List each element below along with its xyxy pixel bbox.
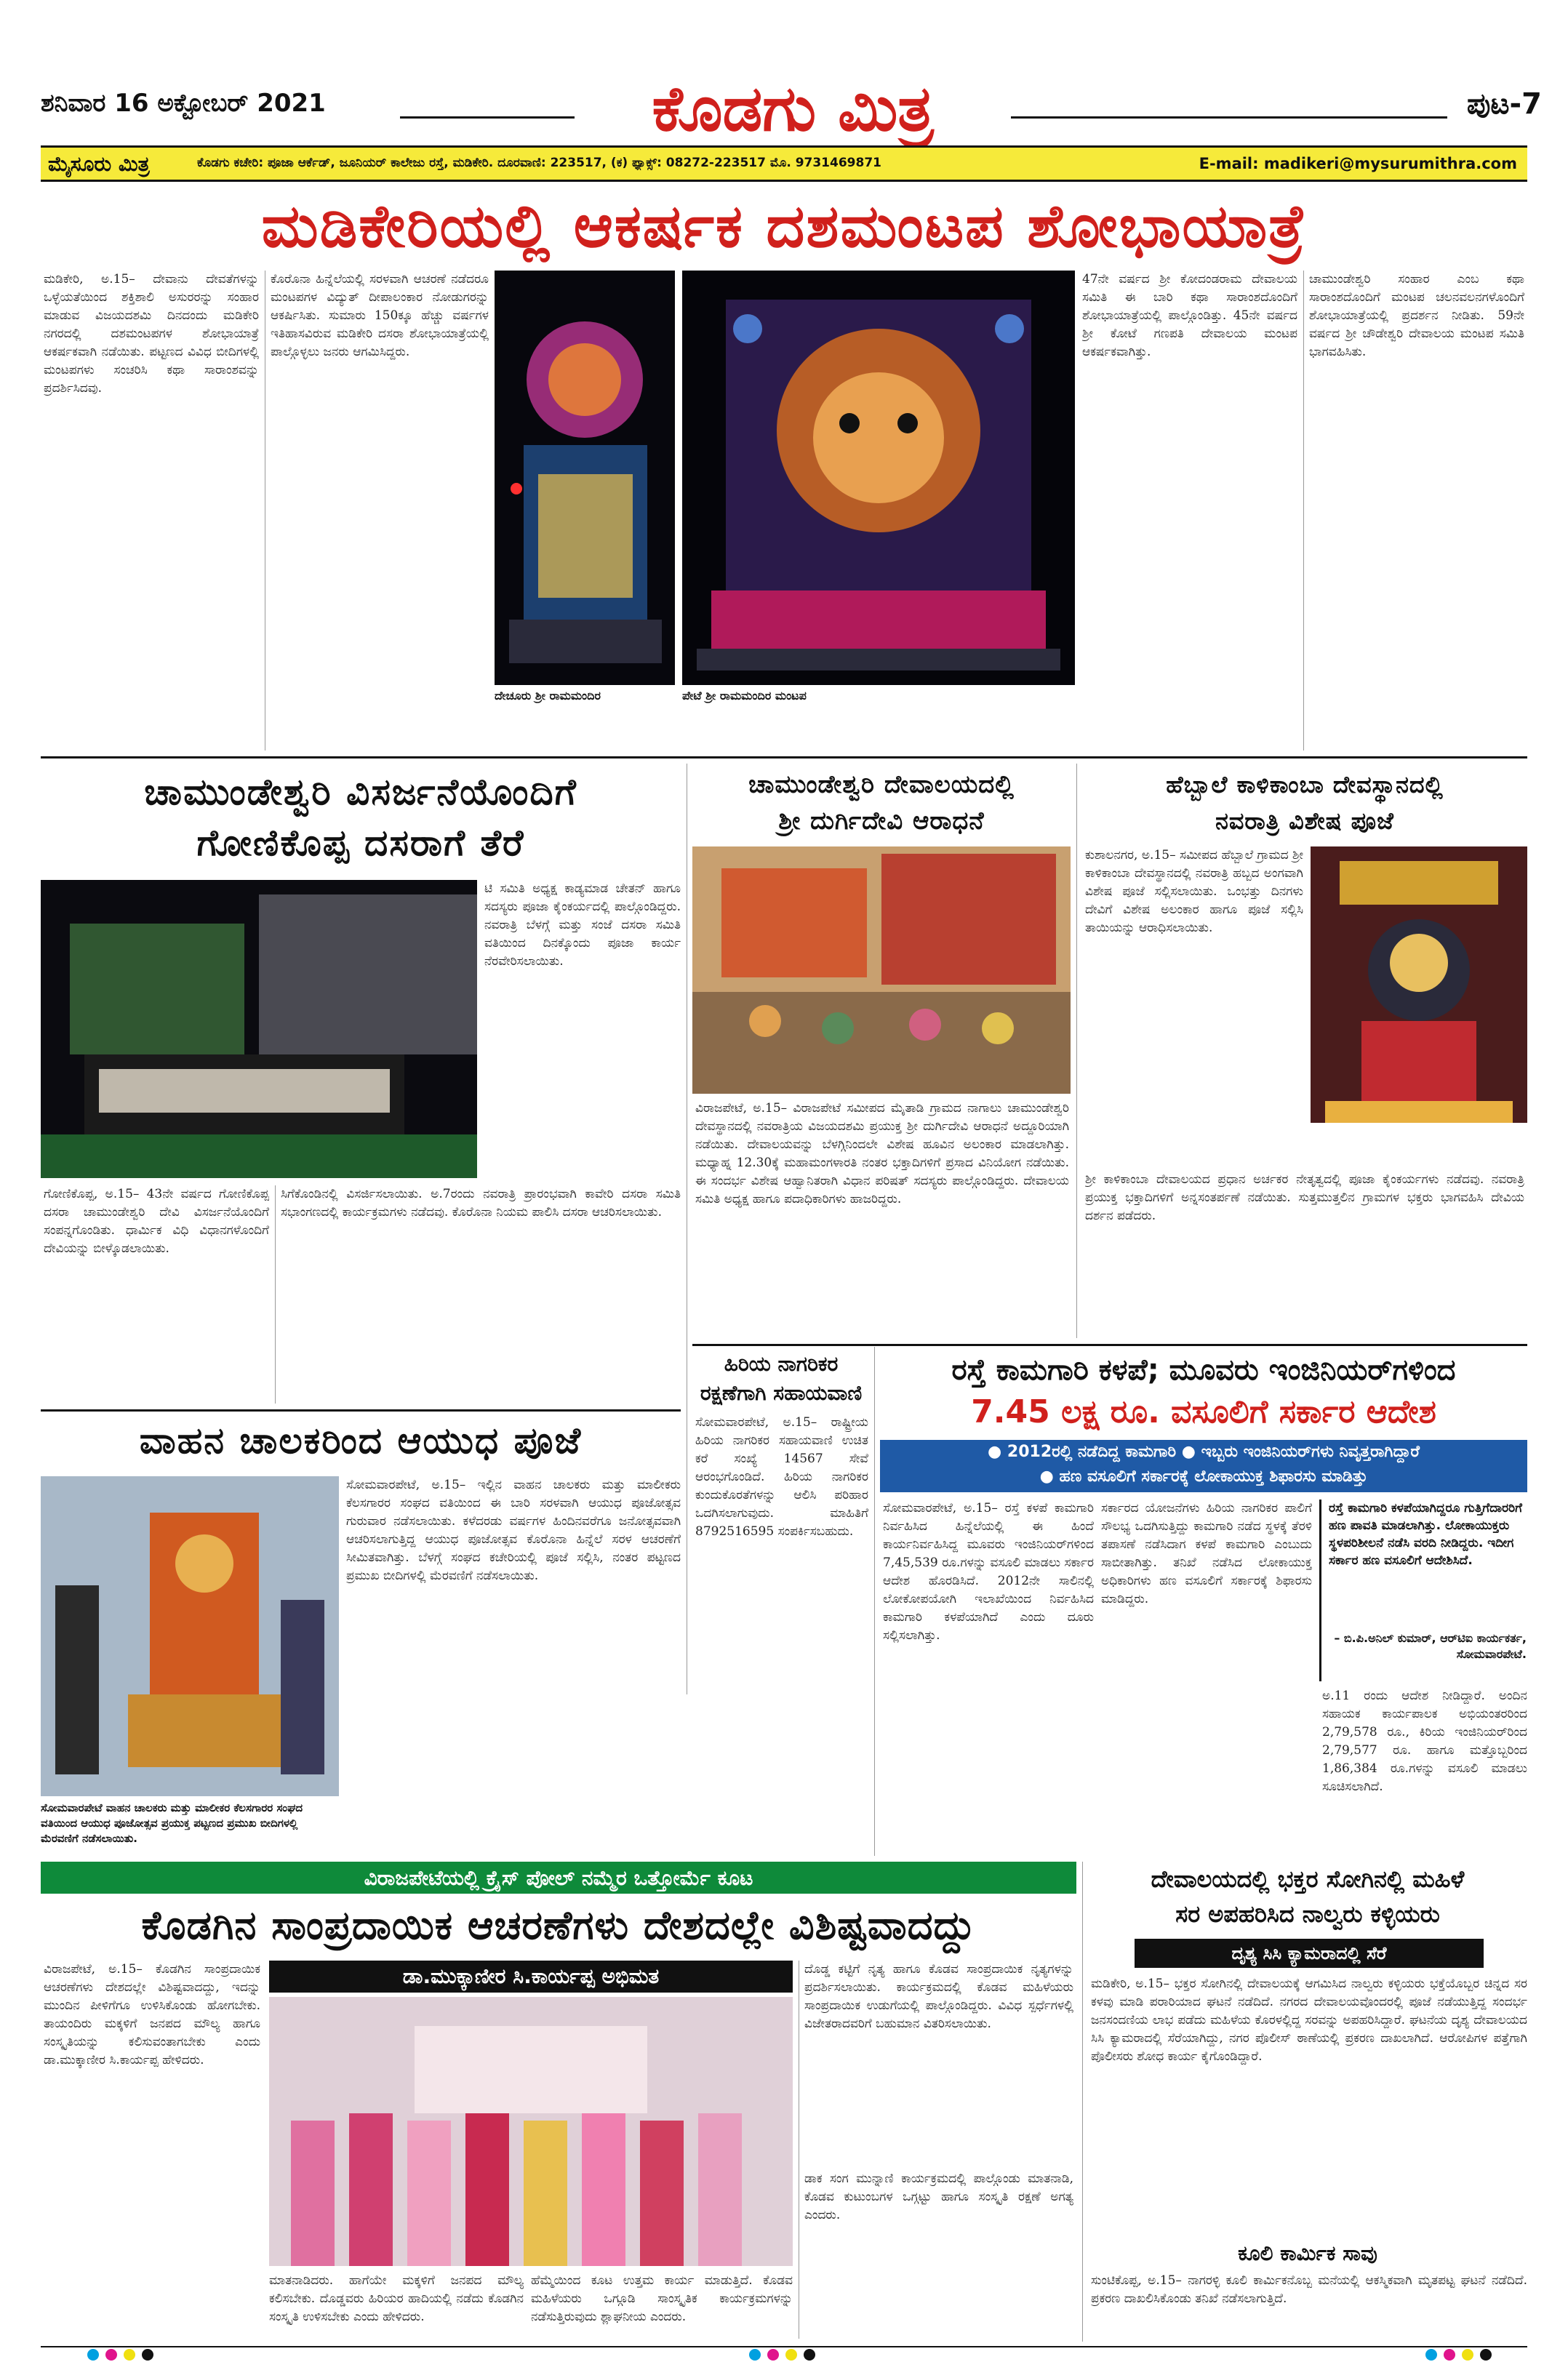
gonikoppa-side: ಟಿ ಸಮಿತಿ ಅಧ್ಯಕ್ಷ ಕಾಡ್ಯಮಾಡ ಚೇತನ್ ಹಾಗೂ ಸದಸ್ಯರು ಪೂಜಾ ಕೈಂಕರ್ಯದಲ್ಲಿ ಪಾಲ್ಗೊಂಡಿದ್ದರು. ನವರಾತ್ರಿ ಬೆಳಗ್ಗೆ ಮತ್ತು ಸಂಜೆ ದಸರಾ ಸಮಿತಿ ವತಿಯಿಂದ ದಿನಕ್ಕೊಂದು ಪೂಜಾ ಕಾರ್ಯ ನೆರವೇರಿಸಲಾಯಿತು.: [484, 881, 681, 969]
masthead-rule-left: [400, 116, 575, 119]
registration-dot: [1444, 2349, 1455, 2361]
road-bullet-2: ● ಹಣ ವಸೂಲಿಗೆ ಸರ್ಕಾರಕ್ಕೆ ಲೋಕಾಯುಕ್ತ ಶಿಫಾರಸು ಮಾಡಿತ್ತು: [1039, 1468, 1368, 1486]
helpline-text: ಸೋಮವಾರಪೇಟೆ, ಅ.15– ರಾಷ್ಟ್ರೀಯ ಹಿರಿಯ ನಾಗರಿಕರ ಸಹಾಯವಾಣಿ ಉಚಿತ ಕರೆ ಸಂಖ್ಯೆ 14567 ಸೇವೆ ಆರಂಭಗೊಂಡಿದೆ. ಹಿರಿಯ ನಾಗರಿಕರ ಕುಂದುಕೊರತೆಗಳನ್ನು ಆಲಿಸಿ ಪರಿಹಾರ ಒದಗಿಸಲಾಗುವುದು. ಮಾಹಿತಿಗೆ 8792516595 ಸಂಪರ್ಕಿಸಬಹುದು.: [695, 1415, 868, 1539]
publisher-strip: [41, 145, 1527, 182]
mantapa-illustration-small: [495, 271, 675, 685]
gonikoppa-text-2: ಸಿಗೆಕೊಂಡಿನಲ್ಲಿ ವಿಸರ್ಜಿಸಲಾಯಿತು. ಅ.7ರಂದು ನವರಾತ್ರಿ ಪ್ರಾರಂಭವಾಗಿ ಕಾವೇರಿ ದಸರಾ ಸಮಿತಿ ಸಭಾಂಗಣದಲ್ಲಿ ಕಾರ್ಯಕ್ರಮಗಳು ನಡೆದವು. ಕೊರೊನಾ ನಿಯಮ ಪಾಲಿಸಿ ದಸರಾ ಆಚರಿಸಲಾಯಿತು.: [281, 1187, 681, 1220]
col-rule: [1303, 271, 1304, 750]
registration-dot: [1425, 2349, 1437, 2361]
lead-caption-big: ಪೇಟೆ ಶ್ರೀ ರಾಮಮಂದಿರ ಮಂಟಪ: [682, 689, 807, 702]
kalikamba-headline-2: ನವರಾತ್ರಿ ವಿಶೇಷ ಪೂಜೆ: [1215, 807, 1394, 835]
lead-caption-small: ದೇಚೂರು ಶ್ರೀ ರಾಮಮಂದಿರ: [495, 689, 601, 702]
registration-dot: [1462, 2349, 1473, 2361]
theft-headline-2: ಸರ ಅಪಹರಿಸಿದ ನಾಲ್ವರು ಕಳ್ಳಿಯರು: [1175, 1900, 1440, 1928]
goddess-idol-illustration: [1311, 846, 1527, 1123]
registration-dot: [105, 2349, 117, 2361]
helpline-headline-1: ಹಿರಿಯ ನಾಗರಿಕರ: [724, 1352, 839, 1376]
gonikoppa-headline-1: ಚಾಮುಂಡೇಶ್ವರಿ ವಿಸರ್ಜನೆಯೊಂದಿಗೆ: [144, 771, 577, 813]
virajpet-text-5: ಡಾಕ ಸಂಗ ಮುನ್ನಾಣಿ ಕಾರ್ಯಕ್ರಮದಲ್ಲಿ ಪಾಲ್ಗೊಂಡು ಮಾತನಾಡಿ, ಕೊಡವ ಕುಟುಂಬಗಳ ಒಗ್ಗಟ್ಟು ಹಾಗೂ ಸಂಸ್ಕೃತಿ ರಕ್ಷಣೆ ಅಗತ್ಯ ಎಂದರು.: [804, 2171, 1073, 2222]
vehicle-photo: [41, 1476, 339, 1796]
durgi-photo: [692, 846, 1071, 1094]
theft-sub2: ಕೂಲಿ ಕಾರ್ಮಿಕ ಸಾವು: [1238, 2241, 1377, 2265]
lead-col1: ಮಡಿಕೇರಿ, ಅ.15– ದೇವಾನು ದೇವತೆಗಳನ್ನು ಒಳ್ಳೆಯತೆಯಿಂದ ಶಕ್ತಿಶಾಲಿ ಅಸುರರನ್ನು ಸಂಹಾರ ಮಾಡುವ ವಿಜಯದಶಮಿ ದಿನದಂದು ಮಡಿಕೇರಿ ನಗರದಲ್ಲಿ ದಶಮಂಟಪಗಳ ಶೋಭಾಯಾತ್ರೆ ಆಕರ್ಷಕವಾಗಿ ನಡೆಯಿತು. ಪಟ್ಟಣದ ವಿವಿಧ ಬೀದಿಗಳಲ್ಲಿ ಮಂಟಪಗಳು ಸಂಚರಿಸಿ ಕಥಾ ಸಾರಾಂಶವನ್ನು ಪ್ರದರ್ಶಿಸಿದವು.: [44, 272, 259, 396]
registration-dot: [87, 2349, 99, 2361]
road-quote: ರಸ್ತೆ ಕಾಮಗಾರಿ ಕಳಪೆಯಾಗಿದ್ದರೂ ಗುತ್ತಿಗೆದಾರರಿಗೆ ಹಣ ಪಾವತಿ ಮಾಡಲಾಗಿತ್ತು. ಲೋಕಾಯುಕ್ತರು ಸ್ಥಳಪರಿಶೀಲನೆ ನಡೆಸಿ ವರದಿ ನೀಡಿದ್ದರು. ಇದೀಗ ಸರ್ಕಾರ ಹಣ ವಸೂಲಿಗೆ ಆದೇಶಿಸಿದೆ.: [1329, 1501, 1522, 1568]
registration-dot: [124, 2349, 135, 2361]
road-text-2: ಸರ್ಕಾರದ ಯೋಜನೆಗಳು ಹಿರಿಯ ನಾಗರಿಕರ ಪಾಲಿಗೆ ಸೌಲಭ್ಯ ಒದಗಿಸುತ್ತಿದ್ದು ಕಾಮಗಾರಿ ನಡೆದ ಸ್ಥಳಕ್ಕೆ ತೆರಳಿ ತಪಾಸಣೆ ನಡೆಸಿದಾಗ ಕಳಪೆ ಕಾಮಗಾರಿ ಎಂಬುದು ಸಾಬೀತಾಗಿತ್ತು. ತನಿಖೆ ನಡೆಸಿದ ಲೋಕಾಯುಕ್ತ ಅಧಿಕಾರಿಗಳು ಹಣ ವಸೂಲಿಗೆ ಸರ್ಕಾರಕ್ಕೆ ಶಿಫಾರಸು ಮಾಡಿದ್ದರು.: [1101, 1501, 1312, 1606]
virajpet-kicker-bar: [41, 1862, 1076, 1894]
masthead-date: ಶನಿವಾರ 16 ಅಕ್ಟೋಬರ್ 2021: [41, 89, 326, 118]
road-text-1: ಸೋಮವಾರಪೇಟೆ, ಅ.15– ರಸ್ತೆ ಕಳಪೆ ಕಾಮಗಾರಿ ನಿರ್ವಹಿಸಿದ ಹಿನ್ನೆಲೆಯಲ್ಲಿ ಈ ಹಿಂದೆ ಕಾರ್ಯನಿರ್ವಹಿಸಿದ್ದ ಮೂವರು ಇಂಜಿನಿಯರ್‌ಗಳಿಂದ 7,45,539 ರೂ.ಗಳನ್ನು ವಸೂಲಿ ಮಾಡಲು ಸರ್ಕಾರ ಆದೇಶ ಹೊರಡಿಸಿದೆ. 2012ನೇ ಸಾಲಿನಲ್ಲಿ ಲೋಕೋಪಯೋಗಿ ಇಲಾಖೆಯಿಂದ ನಿರ್ವಹಿಸಿದ ಕಾಮಗಾರಿ ಕಳಪೆಯಾಗಿದೆ ಎಂದು ದೂರು ಸಲ್ಲಿಸಲಾಗಿತ್ತು.: [883, 1501, 1094, 1643]
women-group-illustration: [269, 1997, 793, 2266]
virajpet-text-1: ವಿರಾಜಪೇಟೆ, ಅ.15– ಕೊಡಗಿನ ಸಾಂಪ್ರದಾಯಿಕ ಆಚರಣೆಗಳು ದೇಶದಲ್ಲೇ ವಿಶಿಷ್ಟವಾದದ್ದು, ಇದನ್ನು ಮುಂದಿನ ಪೀಳಿಗೆಗೂ ಉಳಿಸಿಕೊಂಡು ಹೋಗಬೇಕು. ತಾಯಂದಿರು ಮಕ್ಕಳಿಗೆ ಜನಪದ ಮೌಲ್ಯ ಹಾಗೂ ಸಂಸ್ಕೃತಿಯನ್ನು ಕಲಿಸುವಂತಾಗಬೇಕು ಎಂದು ಡಾ.ಮುಕ್ಕಾಣೀರ ಸಿ.ಕಾರ್ಯಪ್ಪ ಹೇಳಿದರು.: [44, 1962, 260, 2067]
virajpet-photo: [269, 1997, 793, 2266]
col-rule: [275, 1185, 276, 1404]
kalikamba-text-2: ಶ್ರೀ ಕಾಳಿಕಾಂಬಾ ದೇವಾಲಯದ ಪ್ರಧಾನ ಅರ್ಚಕರ ನೇತೃತ್ವದಲ್ಲಿ ಪೂಜಾ ಕೈಂಕರ್ಯಗಳು ನಡೆದವು. ನವರಾತ್ರಿ ಪ್ರಯುಕ್ತ ಭಕ್ತಾದಿಗಳಿಗೆ ಅನ್ನಸಂತರ್ಪಣೆ ನಡೆಯಿತು. ಸುತ್ತಮುತ್ತಲಿನ ಗ್ರಾಮಗಳ ಭಕ್ತರು ಭಾಗವಹಿಸಿ ದೇವಿಯ ದರ್ಶನ ಪಡೆದರು.: [1085, 1172, 1524, 1223]
registration-dot: [804, 2349, 815, 2361]
virajpet-headline: ಕೊಡಗಿನ ಸಾಂಪ್ರದಾಯಿಕ ಆಚರಣೆಗಳು ದೇಶದಲ್ಲೇ ವಿಶಿಷ್ಟವಾದದ್ದು: [141, 1902, 976, 1948]
gonikoppa-headline-2: ಗೋಣಿಕೊಪ್ಪ ದಸರಾಗೆ ತೆರೆ: [196, 822, 525, 864]
publisher-email: E-mail: madikeri@mysurumithra.com: [1199, 155, 1517, 172]
lead-col6: ಚಾಮುಂಡೇಶ್ವರಿ ಸಂಹಾರ ಎಂಬ ಕಥಾ ಸಾರಾಂಶದೊಂದಿಗೆ ಮಂಟಪ ಚಲನವಲನಗಳೊಂದಿಗೆ ಶೋಭಾಯಾತ್ರೆಯಲ್ಲಿ ಪ್ರದರ್ಶನ ನೀಡಿತು. 59ನೇ ವರ್ಷದ ಶ್ರೀ ಚೌಡೇಶ್ವರಿ ದೇವಾಲಯ ಮಂಟಪ ಸಮಿತಿ ಭಾಗವಹಿಸಿತು.: [1309, 272, 1524, 359]
registration-dot: [142, 2349, 153, 2361]
vehicle-caption: ಸೋಮವಾರಪೇಟೆ ವಾಹನ ಚಾಲಕರು ಮತ್ತು ಮಾಲೀಕರ ಕೆಲಸಗಾರರ ಸಂಘದ ವತಿಯಿಂದ ಆಯುಧ ಪೂಜೋತ್ಸವ ಪ್ರಯುಕ್ತ ಪಟ್ಟಣದ ಪ್ರಮುಖ ಬೀದಿಗಳಲ್ಲಿ ಮೆರವಣಿಗೆ ನಡೆಸಲಾಯಿತು.: [41, 1801, 303, 1845]
registration-dot: [785, 2349, 797, 2361]
gonikoppa-mantapa-illustration: [41, 880, 477, 1178]
registration-dot: [1480, 2349, 1492, 2361]
theft-headline-1: ದೇವಾಲಯದಲ್ಲಿ ಭಕ್ತರ ಸೋಗಿನಲ್ಲಿ ಮಹಿಳೆ: [1151, 1865, 1465, 1893]
theft-text-2: ಸುಂಟಿಕೊಪ್ಪ, ಅ.15– ನಾಗರಳ್ಳಿ ಕೂಲಿ ಕಾರ್ಮಿಕನೊಬ್ಬ ಮನೆಯಲ್ಲಿ ಆಕಸ್ಮಿಕವಾಗಿ ಮೃತಪಟ್ಟ ಘಟನೆ ನಡೆದಿದೆ. ಪ್ರಕರಣ ದಾಖಲಿಸಿಕೊಂಡು ತನಿಖೆ ನಡೆಸಲಾಗುತ್ತಿದೆ.: [1091, 2273, 1527, 2306]
masthead-title: ಕೊಡಗು ಮಿತ್ರ: [652, 73, 934, 145]
lead-photo-small: [495, 271, 675, 685]
masthead-rule-right: [1011, 116, 1447, 119]
kalikamba-photo: [1311, 846, 1527, 1123]
gonikoppa-photo: [41, 880, 477, 1178]
lead-headline: ಮಡಿಕೇರಿಯಲ್ಲಿ ಆಕರ್ಷಕ ದಶಮಂಟಪ ಶೋಭಾಯಾತ್ರೆ: [261, 192, 1307, 261]
road-text-3: ಅ.11 ರಂದು ಆದೇಶ ನೀಡಿದ್ದಾರೆ. ಅಂದಿನ ಸಹಾಯಕ ಕಾರ್ಯಪಾಲಕ ಅಭಿಯಂತರರಿಂದ 2,79,578 ರೂ., ಕಿರಿಯ ಇಂಜಿನಿಯರ್‌ರಿಂದ 2,79,577 ರೂ. ಹಾಗೂ ಮತ್ತೊಬ್ಬರಿಂದ 1,86,384 ರೂ.ಗಳನ್ನು ವಸೂಲಿ ಮಾಡಲು ಸೂಚಿಸಲಾಗಿದೆ.: [1322, 1689, 1527, 1794]
virajpet-kicker: ವಿರಾಜಪೇಟೆಯಲ್ಲಿ ಕ್ರೈಸ್ ಪೋಲ್ ನಮ್ಮೆರ ಒತ್ತೋರ್ಮೆ ಕೂಟ: [364, 1866, 753, 1890]
helpline-divider: [692, 1344, 1527, 1346]
theft-text: ಮಡಿಕೇರಿ, ಅ.15– ಭಕ್ತರ ಸೋಗಿನಲ್ಲಿ ದೇವಾಲಯಕ್ಕೆ ಆಗಮಿಸಿದ ನಾಲ್ವರು ಕಳ್ಳಿಯರು ಭಕ್ತೆಯೊಬ್ಬರ ಚಿನ್ನದ ಸರ ಕಳವು ಮಾಡಿ ಪರಾರಿಯಾದ ಘಟನೆ ನಡೆದಿದೆ. ನಗರದ ದೇವಾಲಯವೊಂದರಲ್ಲಿ ಪೂಜೆ ನಡೆಯುತ್ತಿದ್ದ ಸಂದರ್ಭ ಜನಸಂದಣಿಯ ಲಾಭ ಪಡೆದು ಮಹಿಳೆಯ ಕೊರಳಲ್ಲಿದ್ದ ಸರವನ್ನು ಅಪಹರಿಸಿದ್ದಾರೆ. ಘಟನೆಯ ದೃಶ್ಯ ದೇವಾಲಯದ ಸಿಸಿ ಕ್ಯಾಮರಾದಲ್ಲಿ ಸೆರೆಯಾಗಿದ್ದು, ನಗರ ಪೊಲೀಸ್ ಠಾಣೆಯಲ್ಲಿ ಪ್ರಕರಣ ದಾಖಲಾಗಿದೆ. ಆರೋಪಿಗಳ ಪತ್ತೆಗಾಗಿ ಪೊಲೀಸರು ಶೋಧ ಕಾರ್ಯ ಕೈಗೊಂಡಿದ್ದಾರೆ.: [1091, 1977, 1527, 2064]
helpline-headline-2: ರಕ್ಷಣೆಗಾಗಿ ಸಹಾಯವಾಣಿ: [700, 1381, 863, 1405]
temple-gathering-illustration: [692, 846, 1071, 1094]
virajpet-text-3: ಮಾತನಾಡಿದರು. ಹಾಗೆಯೇ ಮಕ್ಕಳಿಗೆ ಜನಪದ ಮೌಲ್ಯ ಕಲಿಸಬೇಕು. ದೊಡ್ಡವರು ಹಿರಿಯರ ಹಾದಿಯಲ್ಲಿ ನಡೆದು ಕೊಡಗಿನ ಸಂಸ್ಕೃತಿ ಉಳಿಸಬೇಕು ಎಂದು ಹೇಳಿದರು.: [269, 2273, 524, 2324]
virajpet-text-2: ದೊಡ್ಡ ಕಟ್ಟಿಗೆ ನೃತ್ಯ ಹಾಗೂ ಕೊಡವ ಸಾಂಪ್ರದಾಯಿಕ ನೃತ್ಯಗಳನ್ನು ಪ್ರದರ್ಶಿಸಲಾಯಿತು. ಕಾರ್ಯಕ್ರಮದಲ್ಲಿ ಕೊಡವ ಮಹಿಳೆಯರು ಸಾಂಪ್ರದಾಯಿಕ ಉಡುಗೆಯಲ್ಲಿ ಪಾಲ್ಗೊಂಡಿದ್ದರು. ವಿವಿಧ ಸ್ಪರ್ಧೆಗಳಲ್ಲಿ ವಿಜೇತರಾದವರಿಗೆ ಬಹುಮಾನ ವಿತರಿಸಲಾಯಿತು.: [804, 1962, 1073, 2031]
durgi-text: ವಿರಾಜಪೇಟೆ, ಅ.15– ವಿರಾಜಪೇಟೆ ಸಮೀಪದ ಮೈತಾಡಿ ಗ್ರಾಮದ ನಾಗಾಲು ಚಾಮುಂಡೇಶ್ವರಿ ದೇವಸ್ಥಾನದಲ್ಲಿ ನವರಾತ್ರಿಯ ವಿಜಯದಶಮಿ ಪ್ರಯುಕ್ತ ಶ್ರೀ ದುರ್ಗಿದೇವಿ ಆರಾಧನೆ ಅದ್ದೂರಿಯಾಗಿ ನಡೆಯಿತು. ದೇವಾಲಯವನ್ನು ಬೆಳಗ್ಗಿನಿಂದಲೇ ವಿಶೇಷ ಹೂವಿನ ಅಲಂಕಾರ ಮಾಡಲಾಗಿತ್ತು. ಮಧ್ಯಾಹ್ನ 12.30ಕ್ಕೆ ಮಹಾಮಂಗಳಾರತಿ ನಂತರ ಭಕ್ತಾದಿಗಳಿಗೆ ಪ್ರಸಾದ ವಿನಿಯೋಗ ನಡೆಯಿತು. ಈ ಸಂದರ್ಭ ವಿಶೇಷ ಆಹ್ವಾನಿತರಾಗಿ ವಿಧಾನ ಪರಿಷತ್ ಸದಸ್ಯರು ಪಾಲ್ಗೊಂಡಿದ್ದರು. ದೇವಾಲಯ ಸಮಿತಿ ಅಧ್ಯಕ್ಷ ಹಾಗೂ ಪದಾಧಿಕಾರಿಗಳು ಹಾಜರಿದ್ದರು.: [695, 1101, 1069, 1206]
road-headline-2: 7.45 ಲಕ್ಷ ರೂ. ವಸೂಲಿಗೆ ಸರ್ಕಾರ ಆದೇಶ: [971, 1393, 1436, 1430]
publisher-name: ಮೈಸೂರು ಮಿತ್ರ: [48, 152, 150, 176]
publisher-address: ಕೊಡಗು ಕಚೇರಿ: ಪೂಜಾ ಆರ್ಕೆಡ್, ಜೂನಿಯರ್ ಕಾಲೇಜು ರಸ್ತೆ, ಮಡಿಕೇರಿ. ದೂರವಾಣಿ: 223517, (ಕ) ಫ್ಯಾಕ್ಸ್: 08272-223517 ಮೊ. 9731469871: [197, 156, 881, 170]
section-divider: [41, 756, 1527, 758]
road-quote-box: [1319, 1500, 1527, 1681]
road-bullet-1: ● 2012ರಲ್ಲಿ ನಡೆದಿದ್ದ ಕಾಮಗಾರಿ ● ಇಬ್ಬರು ಇಂಜಿನಿಯರ್‌ಗಳು ನಿವೃತ್ತರಾಗಿದ್ದಾರೆ: [988, 1443, 1420, 1461]
gonikoppa-text-1: ಗೋಣಿಕೊಪ್ಪ, ಅ.15– 43ನೇ ವರ್ಷದ ಗೋಣಿಕೊಪ್ಪ ದಸರಾ ಚಾಮುಂಡೇಶ್ವರಿ ದೇವಿ ವಿಸರ್ಜನೆಯೊಂದಿಗೆ ಸಂಪನ್ನಗೊಂಡಿತು. ಧಾರ್ಮಿಕ ವಿಧಿ ವಿಧಾನಗಳೊಂದಿಗೆ ದೇವಿಯನ್ನು ಬೀಳ್ಕೊಡಲಾಯಿತು.: [44, 1187, 269, 1256]
virajpet-subhead: ಡಾ.ಮುಕ್ಕಾಣೀರ ಸಿ.ಕಾರ್ಯಪ್ಪ ಅಭಿಮತ: [269, 1961, 793, 1993]
road-bullet-box: [880, 1440, 1527, 1492]
road-headline-1: ರಸ್ತೆ ಕಾಮಗಾರಿ ಕಳಪೆ; ಮೂವರು ಇಂಜಿನಿಯರ್‌ಗಳಿಂದ: [951, 1353, 1456, 1387]
registration-dot: [767, 2349, 779, 2361]
vehicle-headline: ವಾಹನ ಚಾಲಕರಿಂದ ಆಯುಧ ಪೂಜೆ: [139, 1420, 583, 1462]
col-rule: [874, 1347, 875, 1856]
durgi-headline-2: ಶ್ರೀ ದುರ್ಗಿದೇವಿ ಆರಾಧನೆ: [778, 806, 985, 836]
vehicle-text: ಸೋಮವಾರಪೇಟೆ, ಅ.15– ಇಲ್ಲಿನ ವಾಹನ ಚಾಲಕರು ಮತ್ತು ಮಾಲೀಕರು ಕೆಲಸಗಾರರ ಸಂಘದ ವತಿಯಿಂದ ಈ ಬಾರಿ ಸರಳವಾಗಿ ಆಯುಧ ಪೂಜೋತ್ಸವ ಗುರುವಾರ ನಡೆಸಲಾಯಿತು. ಕಳೆದರಡು ವರ್ಷಗಳ ಹಿಂದಿನವರೆಗೂ ಜನೋತ್ಸವವಾಗಿ ಆಚರಿಸಲಾಗುತ್ತಿದ್ದ ಆಯುಧ ಪೂಜೋತ್ಸವ ಕೊರೊನಾ ಹಿನ್ನೆಲೆ ಸರಳ ಆಚರಣೆಗೆ ಸೀಮಿತವಾಗಿತ್ತು. ಬೆಳಗ್ಗೆ ಸಂಘದ ಕಚೇರಿಯಲ್ಲಿ ಪೂಜೆ ಸಲ್ಲಿಸಿ, ನಂತರ ಪಟ್ಟಣದ ಪ್ರಮುಖ ಬೀದಿಗಳಲ್ಲಿ ಮೆರವಣಿಗೆ ನಡೆಸಲಾಯಿತು.: [346, 1478, 681, 1583]
kalikamba-text-1: ಕುಶಾಲನಗರ, ಅ.15– ಸಮೀಪದ ಹೆಬ್ಬಾಲೆ ಗ್ರಾಮದ ಶ್ರೀ ಕಾಳಿಕಾಂಬಾ ದೇವಸ್ಥಾನದಲ್ಲಿ ನವರಾತ್ರಿ ಹಬ್ಬದ ಅಂಗವಾಗಿ ವಿಶೇಷ ಪೂಜೆ ಸಲ್ಲಿಸಲಾಯಿತು. ಒಂಭತ್ತು ದಿನಗಳು ದೇವಿಗೆ ವಿಶೇಷ ಅಲಂಕಾರ ಹಾಗೂ ಪೂಜೆ ಸಲ್ಲಿಸಿ ತಾಯಿಯನ್ನು ಆರಾಧಿಸಲಾಯಿತು.: [1085, 848, 1303, 935]
virajpet-text-4: ಹೆಮ್ಮೆಯಿಂದ ಕೂಟ ಉತ್ತಮ ಕಾರ್ಯ ಮಾಡುತ್ತಿದೆ. ಕೊಡವ ಮಹಿಳೆಯರು ಒಗ್ಗೂಡಿ ಸಾಂಸ್ಕೃತಿಕ ಕಾರ್ಯಕ್ರಮಗಳನ್ನು ನಡೆಸುತ್ತಿರುವುದು ಶ್ಲಾಘನೀಯ ಎಂದರು.: [531, 2273, 793, 2324]
lead-photo-big: [682, 271, 1075, 685]
lead-col5: 47ನೇ ವರ್ಷದ ಶ್ರೀ ಕೋದಂಡರಾಮ ದೇವಾಲಯ ಸಮಿತಿ ಈ ಬಾರಿ ಕಥಾ ಸಾರಾಂಶದೊಂದಿಗೆ ಶೋಭಾಯಾತ್ರೆಯಲ್ಲಿ ಪಾಲ್ಗೊಂಡಿತ್ತು. 45ನೇ ವರ್ಷದ ಶ್ರೀ ಕೋಟೆ ಗಣಪತಿ ದೇವಾಲಯ ಮಂಟಪ ಆಕರ್ಷಕವಾಗಿತ್ತು.: [1082, 272, 1297, 359]
vehicle-pooja-illustration: [41, 1476, 339, 1796]
road-quote-by: – ಬಿ.ಪಿ.ಅನಿಲ್ ಕುಮಾರ್, ಆರ್‌ಟಿಐ ಕಾರ್ಯಕರ್ತ, ಸೋಮವಾರಪೇಟೆ.: [1334, 1631, 1527, 1661]
col-rule: [1082, 1862, 1083, 2342]
lead-col2: ಕೊರೊನಾ ಹಿನ್ನೆಲೆಯಲ್ಲಿ ಸರಳವಾಗಿ ಆಚರಣೆ ನಡೆದರೂ ಮಂಟಪಗಳ ವಿದ್ಯುತ್ ದೀಪಾಲಂಕಾರ ನೋಡುಗರನ್ನು ಆಕರ್ಷಿಸಿತು. ಸುಮಾರು 150ಕ್ಕೂ ಹೆಚ್ಚು ವರ್ಷಗಳ ಇತಿಹಾಸವಿರುವ ಮಡಿಕೇರಿ ದಸರಾ ಶೋಭಾಯಾತ್ರೆಯಲ್ಲಿ ಪಾಲ್ಗೊಳ್ಳಲು ಜನರು ಆಗಮಿಸಿದ್ದರು.: [271, 272, 489, 359]
durgi-headline-1: ಚಾಮುಂಡೇಶ್ವರಿ ದೇವಾಲಯದಲ್ಲಿ: [748, 770, 1015, 799]
mantapa-illustration-big: [682, 271, 1075, 685]
kalikamba-headline-1: ಹೆಬ್ಬಾಲೆ ಕಾಳಿಕಾಂಬಾ ದೇವಸ್ಥಾನದಲ್ಲಿ: [1166, 771, 1444, 798]
bottom-rule: [41, 2346, 1527, 2347]
vehicle-divider: [41, 1409, 681, 1412]
theft-subhead: ದೃಶ್ಯ ಸಿಸಿ ಕ್ಯಾಮರಾದಲ್ಲಿ ಸೆರೆ: [1135, 1939, 1484, 1968]
page-number: ಪುಟ-7: [1466, 87, 1542, 121]
registration-dot: [749, 2349, 761, 2361]
col-rule: [1076, 764, 1077, 1338]
